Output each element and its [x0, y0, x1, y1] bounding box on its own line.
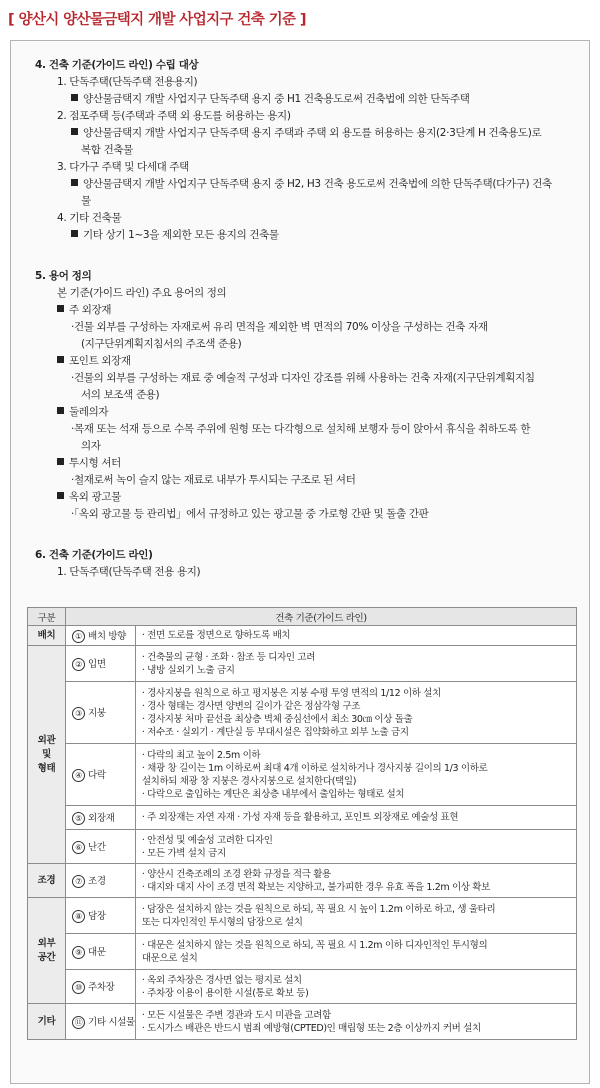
table-header-row: [28, 608, 577, 626]
desc-cell: · 양산시 건축조례의 조경 완화 규정을 적극 활용 · 대지와 대지 사이 조경 면적 확보는 지양하고, 불가피한 경우 유효 폭을 1.2m 이상 확보: [135, 864, 576, 898]
table-row: [28, 864, 577, 898]
category-etc: 기타: [28, 1004, 66, 1040]
section4-item-1-bullet: 양산물금택지 개발 사업지구 단독주택 용지 중 H1 건축용도로써 건축법에 의한 단독주택: [35, 91, 575, 108]
table-header-category: 구분: [28, 608, 66, 626]
term-see-through-shutter: 투시형 셔터: [35, 455, 575, 472]
section4-item-1-label: 1. 단독주택(단독주택 전용용지): [57, 76, 198, 88]
item-cell: ② 입면: [66, 646, 136, 682]
section4-item-3-label: 3. 다가구 주택 및 다세대 주택: [57, 161, 189, 173]
term-definition: ·건물 외부를 구성하는 자재로써 유리 면적을 제외한 벽 면적의 70% 이상을 구성하는 건축 자재: [71, 321, 488, 333]
square-bullet-icon: [71, 179, 78, 186]
square-bullet-icon: [57, 356, 64, 363]
section5-intro: 본 기준(가이드 라인) 주요 용어의 정의: [57, 287, 227, 299]
table-row: [28, 646, 577, 682]
section5-heading: 5. 용어 정의: [35, 270, 92, 282]
term-definition-cont: 서의 보조색 준용): [81, 389, 160, 401]
desc-cell: · 경사지붕을 원칙으로 하고 평지붕은 지붕 수평 투영 면적의 1/12 이하 설치 · 경사 형태는 경사면 양변의 길이가 같은 정삼각형 구조 · 경사지붕 처마 끝선을 최상층 벽체 중심선에서 최소 30㎝ 이상 돌출 · 저수조 · 실외기 · 계단실 등 부대시설은 집약화하고 외부 노출 금지: [135, 682, 576, 744]
building-standards-table: [27, 607, 577, 1040]
item-cell: ⑥ 난간: [66, 830, 136, 864]
table-row: [28, 682, 577, 744]
content-area: [35, 57, 575, 581]
section4-item-2-label: 2. 점포주택 등(주택과 주택 외 용도를 허용하는 용지): [57, 110, 291, 122]
desc-cell: · 전면 도로를 정면으로 향하도록 배치: [135, 626, 576, 646]
section4-item-3-bullet: 양산물금택지 개발 사업지구 단독주택 용지 중 H2, H3 건축 용도로써 건축법에 의한 단독주택(다가구) 건축: [35, 176, 575, 193]
section6-subheading: 1. 단독주택(단독주택 전용 용지): [57, 566, 201, 578]
desc-cell: · 모든 시설물은 주변 경관과 도시 미관을 고려함 · 도시가스 배관은 반드시 범죄 예방형(CPTED)인 매립형 또는 2층 이상까지 커버 설치: [135, 1004, 576, 1040]
term-definition: ·「옥외 광고물 등 관리법」에서 규정하고 있는 광고물 중 가로형 간판 및 돌출 간판: [71, 508, 429, 520]
desc-cell: · 건축물의 균형 · 조화 · 참조 등 디자인 고려 · 냉방 실외기 노출 금지: [135, 646, 576, 682]
table-row: [28, 898, 577, 934]
table-row: [28, 744, 577, 806]
section4-item-2-bullet: 양산물금택지 개발 사업지구 단독주택 용지 주택과 주택 외 용도를 허용하는 용지(2·3단계 H 건축용도)로: [35, 125, 575, 142]
term-definition: ·철재로써 녹이 슬지 않는 재료로 내부가 투시되는 구조로 된 셔터: [71, 474, 356, 486]
square-bullet-icon: [57, 305, 64, 312]
item-cell: ⑨ 대문: [66, 934, 136, 970]
item-cell: ⑧ 담장: [66, 898, 136, 934]
category-layout: 배치: [28, 626, 66, 646]
table-header-standard: 건축 기준(가이드 라인): [66, 608, 577, 626]
table-row: [28, 830, 577, 864]
square-bullet-icon: [57, 407, 64, 414]
table-row: [28, 970, 577, 1004]
item-cell: ⑩ 주차장: [66, 970, 136, 1004]
document-body: [10, 40, 590, 1084]
term-definition-cont: 의자: [81, 440, 101, 452]
table-row: [28, 934, 577, 970]
table-row: [28, 806, 577, 830]
category-landscape: 조경: [28, 864, 66, 898]
square-bullet-icon: [57, 492, 64, 499]
square-bullet-icon: [71, 94, 78, 101]
item-cell: ③ 지붕: [66, 682, 136, 744]
item-cell: ⑤ 외장재: [66, 806, 136, 830]
desc-cell: · 다락의 최고 높이 2.5m 이하 · 채광 창 길이는 1m 이하로써 최대 4개 이하로 설치하거나 경사지붕 길이의 1/3 이하로 설치하되 채광 창 지붕은 경사지붕으로 설치한다(택일) · 다락으로 출입하는 계단은 최상층 내부에서 출입하는 형태로 설치: [135, 744, 576, 806]
term-tree-bench: 둘레의자: [35, 404, 575, 421]
section4-heading: 4. 건축 기준(가이드 라인) 수립 대상: [35, 59, 199, 71]
item-cell: ⑪ 기타 시설물: [66, 1004, 136, 1040]
section4-item-2-bullet-cont: 복합 건축물: [81, 144, 133, 156]
desc-cell: · 안전성 및 예술성 고려한 디자인 · 모든 가벽 설치 금지: [135, 830, 576, 864]
square-bullet-icon: [57, 458, 64, 465]
desc-cell: · 담장은 설치하지 않는 것을 원칙으로 하되, 꼭 필요 시 높이 1.2m 이하로 하고, 생 울타리 또는 디자인적인 투시형의 담장으로 설치: [135, 898, 576, 934]
term-point-exterior: 포인트 외장재: [35, 353, 575, 370]
table-row: [28, 626, 577, 646]
page-title: [ 양산시 양산물금택지 개발 사업지구 건축 기준 ]: [8, 12, 306, 28]
category-exterior: 외관 및 형태: [28, 646, 66, 864]
section4-item-4-label: 4. 기타 건축물: [57, 212, 122, 224]
item-cell: ① 배치 방향: [66, 626, 136, 646]
item-cell: ④ 다락: [66, 744, 136, 806]
square-bullet-icon: [71, 230, 78, 237]
section6-heading: 6. 건축 기준(가이드 라인): [35, 549, 153, 561]
table-row: [28, 1004, 577, 1040]
square-bullet-icon: [71, 128, 78, 135]
desc-cell: · 옥외 주차장은 경사면 없는 평지로 설치 · 주차장 이용이 용이한 시설(통로 확보 등): [135, 970, 576, 1004]
term-outdoor-ad: 옥외 광고물: [35, 489, 575, 506]
term-definition: ·목재 또는 석재 등으로 수목 주위에 원형 또는 다각형으로 설치해 보행자 등이 앉아서 휴식을 취하도록 한: [71, 423, 531, 435]
desc-cell: · 대문은 설치하지 않는 것을 원칙으로 하되, 꼭 필요 시 1.2m 이하 디자인적인 투시형의 대문으로 설치: [135, 934, 576, 970]
section4-item-4-bullet: 기타 상기 1~3을 제외한 모든 용지의 건축물: [35, 227, 575, 244]
section4-item-3-bullet-cont: 물: [81, 195, 91, 207]
term-definition-cont: (지구단위계획지침서의 주조색 준용): [81, 338, 242, 350]
term-definition: ·건물의 외부를 구성하는 재료 중 예술적 구성과 디자인 강조를 위해 사용하는 건축 자재(지구단위계획지침: [71, 372, 535, 384]
item-cell: ⑦ 조경: [66, 864, 136, 898]
category-outer-space: 외부 공간: [28, 898, 66, 1004]
desc-cell: · 주 외장재는 자연 자재 · 가성 자재 등을 활용하고, 포인트 외장재로 예술성 표현: [135, 806, 576, 830]
term-main-exterior: 주 외장재: [35, 302, 575, 319]
